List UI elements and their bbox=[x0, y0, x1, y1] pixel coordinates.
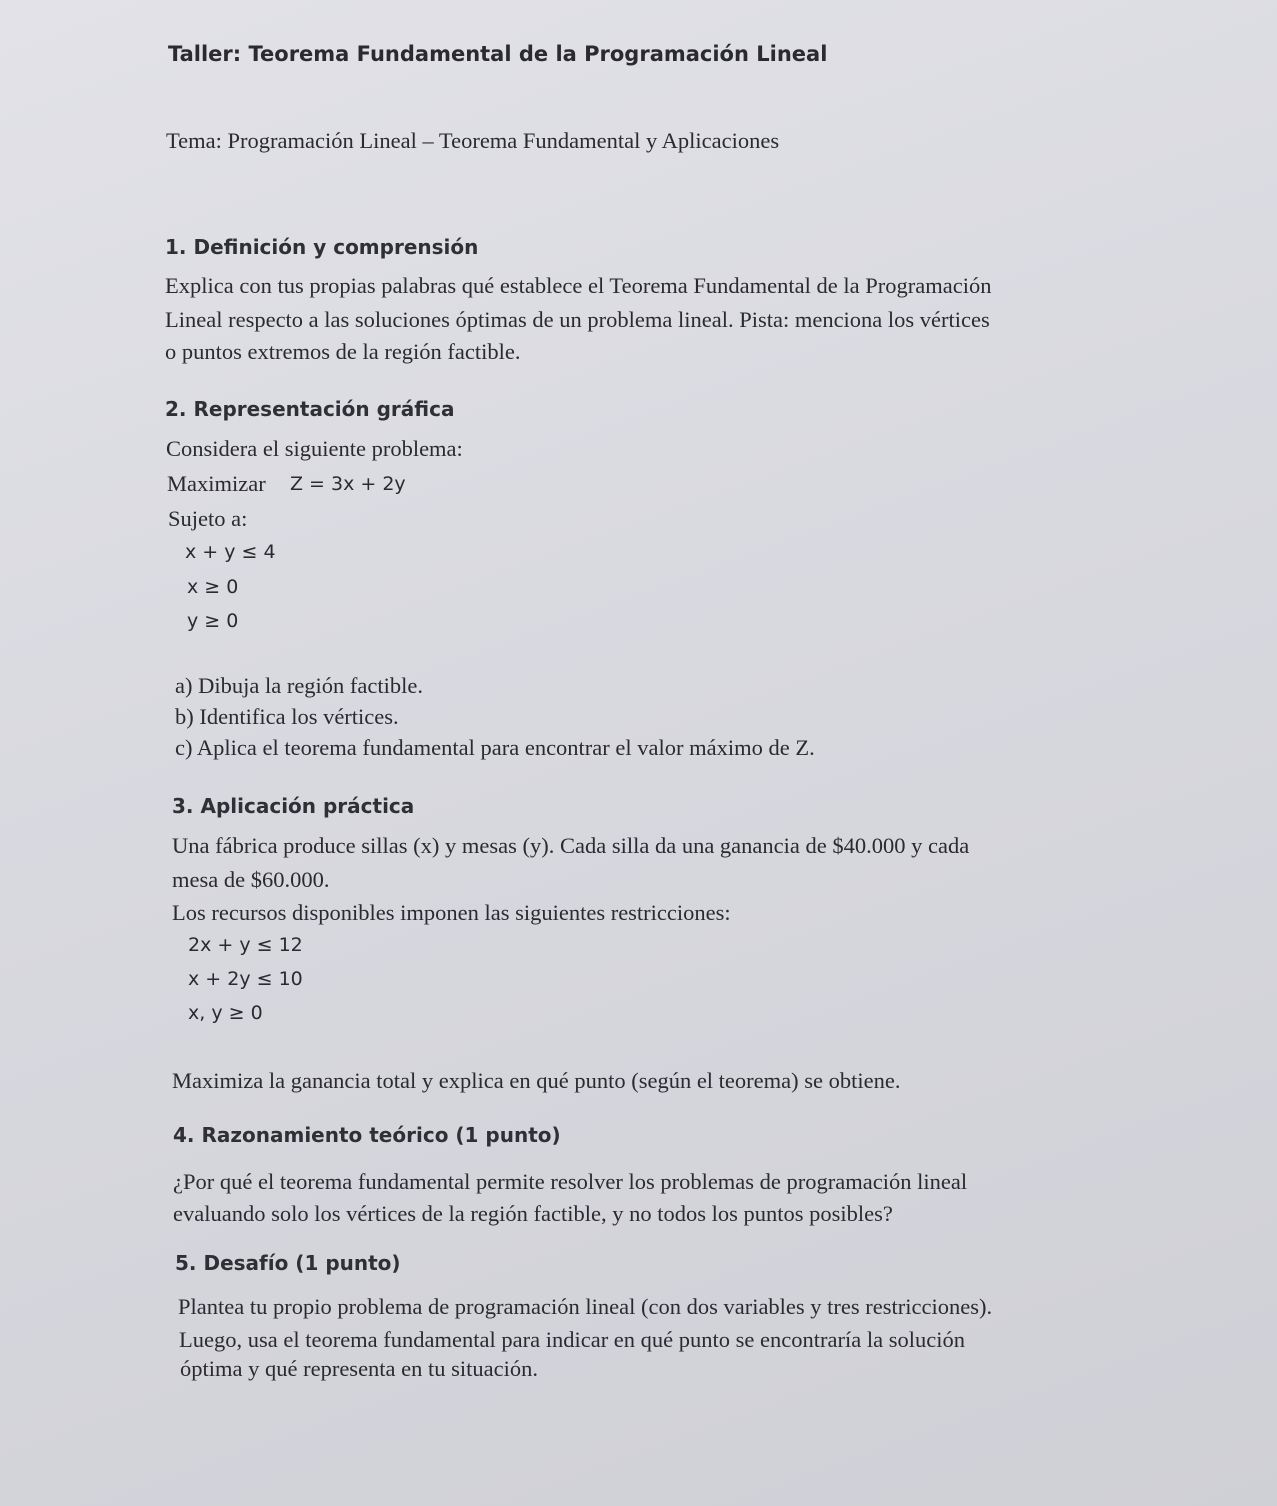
section-5-text: Plantea tu propio problema de programación lineal (con dos variables y tres restricciones). bbox=[178, 1294, 993, 1319]
section-4-text: ¿Por qué el teorema fundamental permite resolver los problemas de programación lineal bbox=[173, 1169, 968, 1194]
section-4-text: evaluando solo los vértices de la región factible, y no todos los puntos posibles? bbox=[173, 1201, 893, 1226]
section-1-text: Explica con tus propias palabras qué establece el Teorema Fundamental de la Programación bbox=[165, 273, 992, 298]
section-3-text: Una fábrica produce sillas (x) y mesas (y). Cada silla da una ganancia de $40.000 y cada bbox=[172, 833, 970, 858]
section-2-intro: Considera el siguiente problema: bbox=[166, 436, 463, 461]
section-5-text: Luego, usa el teorema fundamental para indicar en qué punto se encontraría la solución bbox=[179, 1327, 965, 1352]
section-5-text: óptima y qué representa en tu situación. bbox=[180, 1356, 539, 1381]
section-1-text: o puntos extremos de la región factible. bbox=[165, 339, 521, 364]
task-a: a) Dibuja la región factible. bbox=[175, 673, 424, 698]
section-4-heading: 4. Razonamiento teórico (1 punto) bbox=[173, 1123, 561, 1147]
constraint: y ≥ 0 bbox=[187, 610, 239, 632]
section-3-question: Maximiza la ganancia total y explica en qué punto (según el teorema) se obtiene. bbox=[172, 1068, 901, 1093]
section-3-heading: 3. Aplicación práctica bbox=[172, 794, 415, 818]
objective-function: Z = 3x + 2y bbox=[290, 473, 406, 495]
topic-line: Tema: Programación Lineal – Teorema Fundamental y Aplicaciones bbox=[166, 128, 780, 153]
section-3-text: mesa de $60.000. bbox=[172, 867, 330, 892]
section-2-heading: 2. Representación gráfica bbox=[165, 397, 455, 421]
constraint: x ≥ 0 bbox=[187, 576, 239, 598]
section-1-heading: 1. Definición y comprensión bbox=[165, 235, 479, 259]
objective-label: Maximizar bbox=[167, 471, 266, 496]
section-3-text: Los recursos disponibles imponen las siguientes restricciones: bbox=[172, 900, 731, 925]
constraint: x, y ≥ 0 bbox=[188, 1002, 263, 1024]
subject-to-label: Sujeto a: bbox=[168, 506, 248, 531]
constraint: x + y ≤ 4 bbox=[185, 541, 276, 563]
worksheet-title: Taller: Teorema Fundamental de la Programación Lineal bbox=[168, 42, 828, 66]
constraint: 2x + y ≤ 12 bbox=[188, 934, 303, 956]
constraint: x + 2y ≤ 10 bbox=[188, 968, 303, 990]
section-5-heading: 5. Desafío (1 punto) bbox=[175, 1251, 401, 1275]
task-b: b) Identifica los vértices. bbox=[175, 704, 399, 729]
section-1-text: Lineal respecto a las soluciones óptimas de un problema lineal. Pista: menciona los vértices bbox=[165, 307, 990, 332]
task-c: c) Aplica el teorema fundamental para encontrar el valor máximo de Z. bbox=[175, 735, 815, 760]
